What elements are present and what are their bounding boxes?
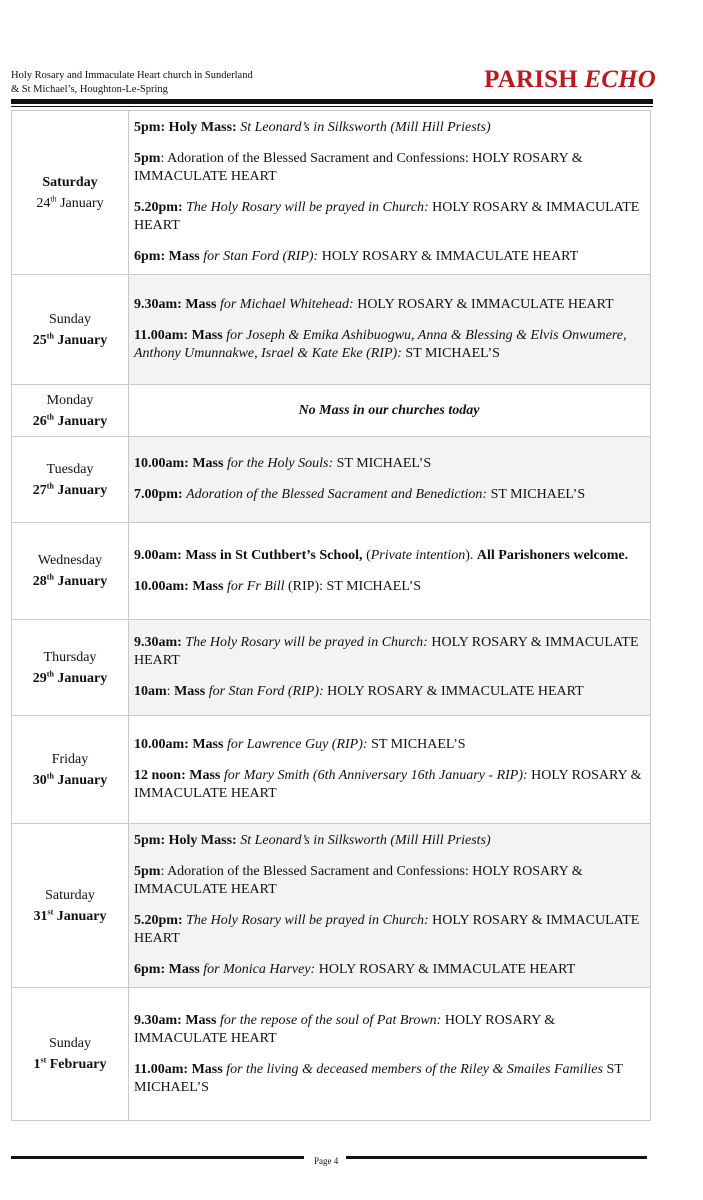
service-entry: 10am: Mass for Stan Ford (RIP): HOLY ROSARY & IMMACULATE HEART	[134, 684, 584, 699]
service-entry: 5pm: Adoration of the Blessed Sacrament and Confessions: HOLY ROSARY & IMMACULATE HEART	[134, 151, 583, 184]
schedule-row	[12, 523, 651, 620]
service-entry: 10.00am: Mass for Lawrence Guy (RIP): ST MICHAEL’S	[134, 737, 466, 752]
day-name: Friday	[51, 751, 89, 767]
day-cell	[12, 275, 129, 385]
day-date: 28th January	[32, 572, 108, 589]
day-name: Tuesday	[46, 461, 94, 477]
header-rule-thick	[11, 99, 653, 104]
service-entry: 5.20pm: The Holy Rosary will be prayed in Church: HOLY ROSARY & IMMACULATE HEART	[134, 913, 640, 946]
day-cell	[12, 111, 129, 275]
day-date: 26th January	[32, 411, 108, 429]
services-cell	[129, 824, 651, 988]
footer-rule-right	[346, 1156, 647, 1159]
service-entry: 5pm: Holy Mass: St Leonard’s in Silksworth (Mill Hill Priests)	[134, 833, 491, 848]
day-name: Sunday	[49, 311, 91, 327]
day-cell	[12, 437, 129, 523]
schedule-row	[12, 275, 651, 385]
service-entry: 11.00am: Mass for the living & deceased members of the Riley & Smailes Families ST MICHAEL’S	[134, 1061, 623, 1095]
schedule-row	[12, 437, 651, 523]
footer-rule-left	[11, 1156, 304, 1159]
day-cell	[12, 620, 129, 716]
service-entry: 11.00am: Mass for Joseph & Emika Ashibuogwu, Anna & Blessing & Elvis Onwumere, Anthony Umunnakwe, Israel & Kate Eke (RIP): ST MICHAEL’S	[134, 328, 627, 361]
day-cell	[12, 523, 129, 620]
service-entry: 9.30am: Mass for the repose of the soul of Pat Brown: HOLY ROSARY & IMMACULATE HEART	[134, 1012, 556, 1046]
services-cell	[129, 523, 651, 620]
header-rule-thin	[11, 106, 653, 107]
day-date: 31st January	[33, 906, 107, 924]
service-entry: 9.00am: Mass in St Cuthbert’s School, (Private intention). All Parishoners welcome.	[134, 547, 629, 563]
parish-line-2: & St Michael’s, Houghton-Le-Spring	[11, 84, 168, 95]
schedule-row	[12, 716, 651, 824]
day-date: 27th January	[32, 480, 108, 498]
service-entry: 6pm: Mass for Stan Ford (RIP): HOLY ROSARY & IMMACULATE HEART	[134, 249, 579, 264]
day-cell	[12, 716, 129, 824]
service-entry: 7.00pm: Adoration of the Blessed Sacrament and Benediction: ST MICHAEL’S	[134, 487, 586, 502]
schedule-row	[12, 824, 651, 988]
services-cell	[129, 275, 651, 385]
parish-line-1: Holy Rosary and Immaculate Heart church in Sunderland	[11, 70, 253, 81]
services-cell	[129, 716, 651, 824]
service-entry: 10.00am: Mass for the Holy Souls: ST MICHAEL’S	[134, 456, 432, 471]
day-date: 24th January	[36, 193, 104, 211]
day-name: Thursday	[43, 649, 97, 665]
day-name: Wednesday	[37, 553, 103, 568]
service-entry: 10.00am: Mass for Fr Bill (RIP): ST MICHAEL’S	[134, 578, 422, 594]
service-entry: 5pm: Holy Mass: St Leonard’s in Silksworth (Mill Hill Priests)	[134, 120, 491, 135]
day-date: 25th January	[32, 330, 108, 348]
title-part-1: PARISH	[484, 66, 578, 93]
schedule-row	[12, 111, 651, 275]
title-part-2: ECHO	[584, 66, 656, 93]
schedule-row	[12, 988, 651, 1121]
service-entry: 12 noon: Mass for Mary Smith (6th Anniversary 16th January - RIP): HOLY ROSARY & IMMACULATE HEART	[134, 768, 642, 801]
service-entry: 5.20pm: The Holy Rosary will be prayed in Church: HOLY ROSARY & IMMACULATE HEART	[134, 200, 640, 233]
services-cell	[129, 385, 651, 437]
services-cell	[129, 620, 651, 716]
day-cell	[12, 385, 129, 437]
parish-names	[11, 69, 253, 97]
day-name: Sunday	[49, 1036, 91, 1051]
day-date: 30th January	[32, 770, 108, 788]
day-date: 29th January	[32, 668, 108, 686]
service-entry: 5pm: Adoration of the Blessed Sacrament and Confessions: HOLY ROSARY & IMMACULATE HEART	[134, 864, 583, 897]
service-entry: 9.30am: The Holy Rosary will be prayed in Church: HOLY ROSARY & IMMACULATE HEART	[134, 635, 639, 668]
newsletter-title	[484, 66, 656, 94]
schedule-row	[12, 620, 651, 716]
page-header	[0, 0, 703, 115]
day-cell	[12, 988, 129, 1121]
mass-schedule-table	[11, 110, 651, 1121]
services-cell	[129, 111, 651, 275]
service-entry: 6pm: Mass for Monica Harvey: HOLY ROSARY & IMMACULATE HEART	[134, 962, 576, 977]
service-entry: 9.30am: Mass for Michael Whitehead: HOLY ROSARY & IMMACULATE HEART	[134, 297, 614, 312]
services-cell	[129, 988, 651, 1121]
schedule-row	[12, 385, 651, 437]
day-date: 1st February	[33, 1055, 107, 1072]
services-cell	[129, 437, 651, 523]
day-name: Saturday	[45, 887, 95, 903]
day-cell	[12, 824, 129, 988]
day-name: Monday	[46, 392, 94, 408]
day-name: Saturday	[42, 174, 98, 190]
page-number: Page 4	[314, 1156, 339, 1166]
no-mass-note: No Mass in our churches today	[298, 402, 480, 418]
page-footer	[11, 1150, 651, 1170]
